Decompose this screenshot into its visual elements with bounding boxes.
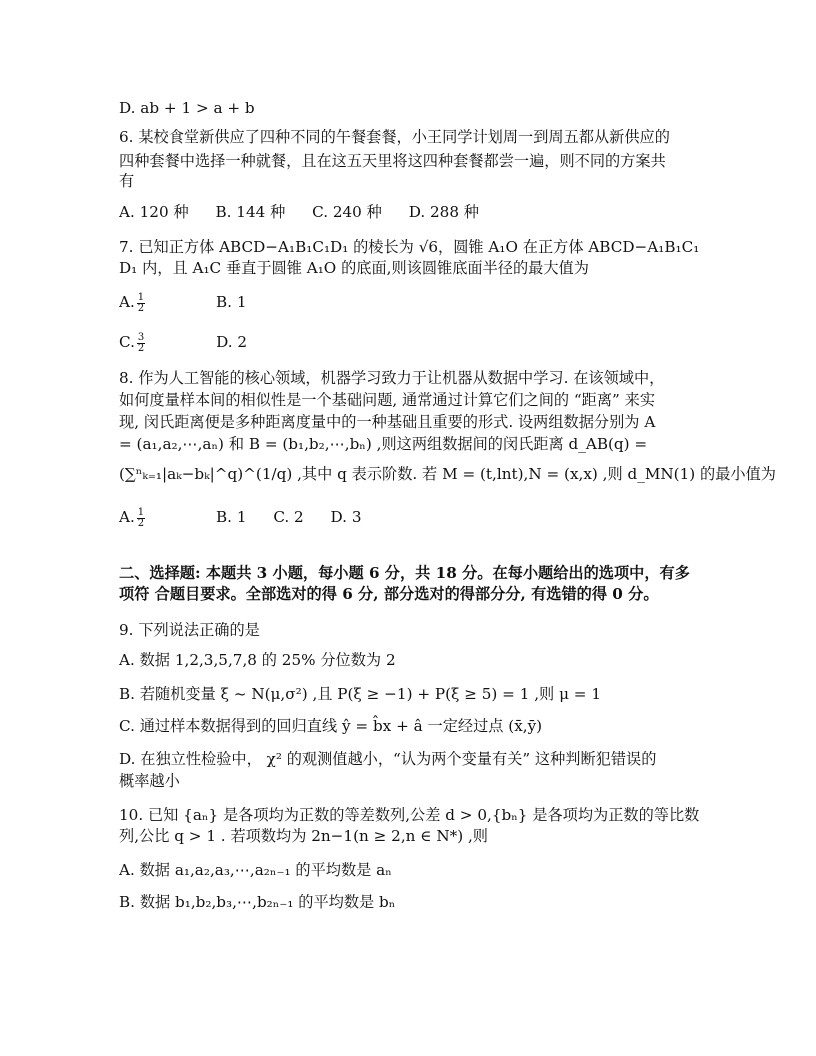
- q9-option-b: B. 若随机变量 ξ ~ N(μ,σ²) ,且 P(ξ ≥ −1) + P(ξ ≥ 5) = 1 ,则 μ = 1: [119, 685, 601, 703]
- q6-options: [119, 202, 501, 222]
- q10-option-b: B. 数据 b₁,b₂,b₃,⋯,b₂ₙ₋₁ 的平均数是 bₙ: [119, 893, 396, 911]
- q10-stem-line1: 10. 已知 {aₙ} 是各项均为正数的等差数列,公差 d > 0,{bₙ} 是各项均为正数的等比数: [119, 806, 700, 824]
- q8-option-a: A. $\frac{1}{2}$: [119, 507, 189, 529]
- q6-stem-line2: 四种套餐中选择一种就餐，且在这五天里将这四种套餐都尝一遍，则不同的方案共: [119, 152, 666, 170]
- q9-option-c: C. 通过样本数据得到的回归直线 ŷ = b̂x + â 一定经过点 (x̄,ȳ): [119, 717, 543, 735]
- q8-a-fraction: $\frac{1}{2}$: [137, 506, 145, 529]
- q9-option-a: A. 数据 1,2,3,5,7,8 的 25% 分位数为 2: [119, 651, 396, 669]
- q7-options-cd: [119, 332, 269, 354]
- q9-option-d-line2: 概率越小: [119, 772, 180, 790]
- q7-c-fraction: $\frac{3}{2}$: [137, 331, 145, 354]
- q7-option-b: B. 1: [216, 293, 247, 311]
- q7-stem-line1: 7. 已知正方体 ABCD−A₁B₁C₁D₁ 的棱长为 √6，圆锥 A₁O 在正方体 ABCD−A₁B₁C₁: [119, 238, 700, 256]
- q9-option-d-line1: D. 在独立性检验中， χ² 的观测值越小，“认为两个变量有关” 这种判断犯错误的: [119, 750, 657, 768]
- q6-option-b: B. 144 种: [215, 203, 286, 221]
- q6-option-d: D. 288 种: [408, 203, 479, 221]
- q8-stem-line2: 如何度量样本间的相似性是一个基础问题, 通常通过计算它们之间的 “距离” 来实: [119, 391, 656, 409]
- section2-heading-line2: 项符 合题目要求。全部选对的得 6 分, 部分选对的得部分分, 有选错的得 0 分。: [119, 585, 659, 603]
- q6-option-a: A. 120 种: [119, 203, 189, 221]
- section2-heading-line1: 二、选择题: 本题共 3 小题，每小题 6 分，共 18 分。在每小题给出的选项中，有多: [119, 564, 690, 582]
- q8-option-d: D. 3: [330, 508, 362, 526]
- q6-stem-line1: 6. 某校食堂新供应了四种不同的午餐套餐，小王同学计划周一到周五都从新供应的: [119, 128, 670, 146]
- prev-option-d: D. ab + 1 > a + b: [119, 99, 255, 117]
- q8-stem-line1: 8. 作为人工智能的核心领域，机器学习致力于让机器从数据中学习. 在该领域中，: [119, 369, 665, 387]
- q6-stem-line3: 有: [119, 172, 135, 190]
- q6-option-c: C. 240 种: [312, 203, 382, 221]
- q7-option-c: C. $\frac{3}{2}$: [119, 332, 189, 354]
- q8-options: [119, 507, 384, 529]
- q9-stem: 9. 下列说法正确的是: [119, 621, 260, 639]
- q8-option-b: B. 1: [216, 508, 247, 526]
- q7-option-d: D. 2: [216, 333, 248, 351]
- q10-stem-line2: 列,公比 q > 1 . 若项数均为 2n−1(n ≥ 2,n ∈ N*) ,则: [119, 827, 488, 845]
- q7-option-a: A. $\frac{1}{2}$: [119, 292, 189, 314]
- q8-stem-line5: (∑ⁿₖ₌₁|aₖ−bₖ|^q)^(1/q) ,其中 q 表示阶数. 若 M = (t,lnt),N = (x,x) ,则 d_MN(1) 的最小值为: [119, 465, 776, 483]
- q8-stem-line3: 现, 闵氏距离便是多种距离度量中的一种基础且重要的形式. 设两组数据分别为 A: [119, 413, 656, 431]
- q8-option-c: C. 2: [273, 508, 304, 526]
- q7-a-fraction: $\frac{1}{2}$: [137, 291, 145, 314]
- q7-options-ab: [119, 292, 268, 314]
- q8-stem-line4: = (a₁,a₂,⋯,aₙ) 和 B = (b₁,b₂,⋯,bₙ) ,则这两组数据间的闵氏距离 d_AB(q) =: [119, 435, 648, 453]
- q10-option-a: A. 数据 a₁,a₂,a₃,⋯,a₂ₙ₋₁ 的平均数是 aₙ: [119, 861, 392, 879]
- q7-stem-line2: D₁ 内，且 A₁C 垂直于圆锥 A₁O 的底面,则该圆锥底面半径的最大值为: [119, 259, 589, 277]
